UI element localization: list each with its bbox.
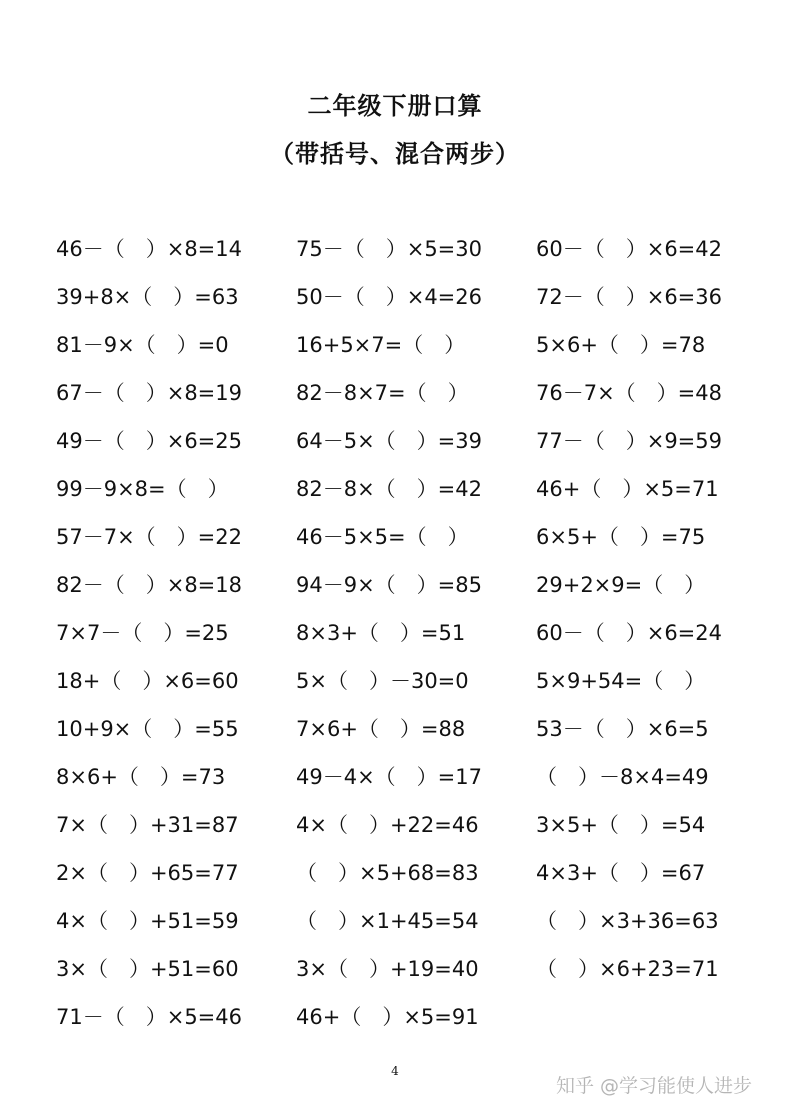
- exercise-row: [56, 944, 776, 992]
- exercise-item: 60－（ ）×6=42: [536, 237, 722, 261]
- exercise-item: 67－（ ）×8=19: [56, 381, 242, 405]
- exercise-item: 76－7×（ ）=48: [536, 381, 722, 405]
- page-title: 二年级下册口算: [307, 92, 483, 120]
- page-subtitle: （带括号、混合两步）: [270, 140, 520, 168]
- exercise-row: [56, 896, 776, 944]
- exercise-item: （ ）×6+23=71: [536, 957, 719, 981]
- exercise-row: [56, 752, 776, 800]
- exercise-item: 50－（ ）×4=26: [296, 285, 482, 309]
- exercise-row: [56, 368, 776, 416]
- exercise-row: [56, 704, 776, 752]
- exercise-item: 29+2×9=（ ）: [536, 573, 706, 597]
- exercise-item: 39+8×（ ）=63: [56, 285, 239, 309]
- exercise-item: 7×7－（ ）=25: [56, 621, 229, 645]
- exercise-item: 49－4×（ ）=17: [296, 765, 482, 789]
- exercise-item: 53－（ ）×6=5: [536, 717, 709, 741]
- exercise-item: 8×3+（ ）=51: [296, 621, 466, 645]
- exercise-row: [56, 416, 776, 464]
- exercise-item: 4×（ ）+51=59: [56, 909, 239, 933]
- page-number: 4: [391, 1064, 399, 1078]
- exercise-item: 5×6+（ ）=78: [536, 333, 706, 357]
- exercise-item: 3×（ ）+51=60: [56, 957, 239, 981]
- exercise-item: 72－（ ）×6=36: [536, 285, 722, 309]
- exercise-item: 64－5×（ ）=39: [296, 429, 482, 453]
- exercise-item: 18+（ ）×6=60: [56, 669, 239, 693]
- exercise-item: 57－7×（ ）=22: [56, 525, 242, 549]
- exercise-row: [56, 608, 776, 656]
- exercise-row: [56, 224, 776, 272]
- exercise-item: 7×（ ）+31=87: [56, 813, 239, 837]
- exercise-item: 60－（ ）×6=24: [536, 621, 722, 645]
- exercise-item: 4×3+（ ）=67: [536, 861, 706, 885]
- exercise-row: [56, 512, 776, 560]
- exercise-item: 82－（ ）×8=18: [56, 573, 242, 597]
- exercise-row: [56, 272, 776, 320]
- exercise-row: [56, 320, 776, 368]
- exercise-item: 46－5×5=（ ）: [296, 525, 469, 549]
- exercise-row: [56, 848, 776, 896]
- exercise-row: [56, 656, 776, 704]
- exercise-item: 46+（ ）×5=71: [536, 477, 719, 501]
- exercise-item: 5×（ ）－30=0: [296, 669, 469, 693]
- exercise-item: 3×（ ）+19=40: [296, 957, 479, 981]
- exercise-item: 16+5×7=（ ）: [296, 333, 466, 357]
- exercise-item: 82－8×（ ）=42: [296, 477, 482, 501]
- exercise-item: 46+（ ）×5=91: [296, 1005, 479, 1029]
- exercise-item: 10+9×（ ）=55: [56, 717, 239, 741]
- exercise-item: （ ）×1+45=54: [296, 909, 479, 933]
- exercise-item: （ ）－8×4=49: [536, 765, 709, 789]
- exercise-grid: [56, 224, 776, 1040]
- watermark: 知乎 @学习能使人进步: [556, 1075, 753, 1097]
- exercise-item: 94－9×（ ）=85: [296, 573, 482, 597]
- exercise-item: 46－（ ）×8=14: [56, 237, 242, 261]
- exercise-item: 49－（ ）×6=25: [56, 429, 242, 453]
- exercise-item: 75－（ ）×5=30: [296, 237, 482, 261]
- exercise-item: 5×9+54=（ ）: [536, 669, 706, 693]
- exercise-item: 3×5+（ ）=54: [536, 813, 706, 837]
- exercise-row: [56, 464, 776, 512]
- exercise-row: [56, 992, 776, 1040]
- exercise-item: 99－9×8=（ ）: [56, 477, 229, 501]
- exercise-item: 77－（ ）×9=59: [536, 429, 722, 453]
- exercise-item: （ ）×5+68=83: [296, 861, 479, 885]
- exercise-row: [56, 800, 776, 848]
- exercise-item: 71－（ ）×5=46: [56, 1005, 242, 1029]
- exercise-item: 8×6+（ ）=73: [56, 765, 226, 789]
- exercise-row: [56, 560, 776, 608]
- exercise-item: 6×5+（ ）=75: [536, 525, 706, 549]
- exercise-item: 7×6+（ ）=88: [296, 717, 466, 741]
- exercise-item: （ ）×3+36=63: [536, 909, 719, 933]
- exercise-item: 81－9×（ ）=0: [56, 333, 229, 357]
- exercise-item: 2×（ ）+65=77: [56, 861, 239, 885]
- exercise-item: 82－8×7=（ ）: [296, 381, 469, 405]
- exercise-item: 4×（ ）+22=46: [296, 813, 479, 837]
